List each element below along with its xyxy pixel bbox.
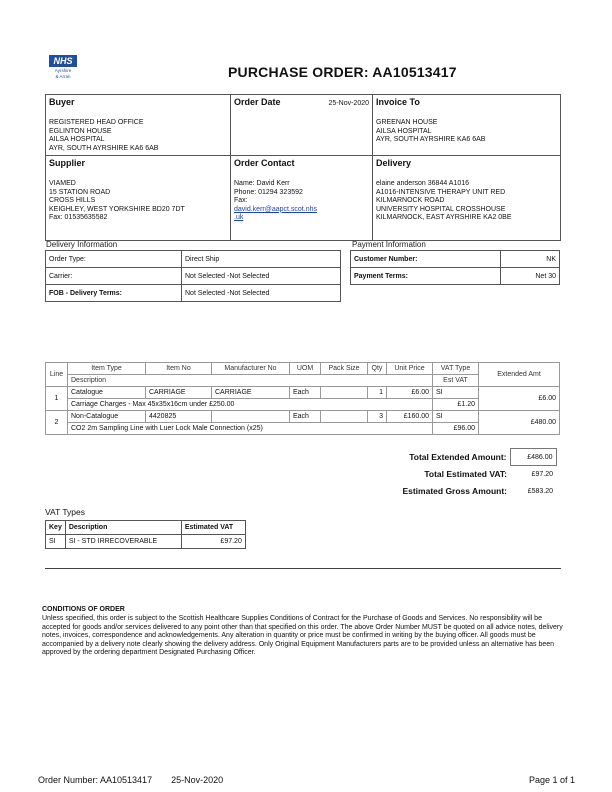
col-manufacturer-no: Manufacturer No [212, 363, 290, 375]
order-contact-heading: Order Contact [234, 158, 295, 168]
fob-label: FOB - Delivery Terms: [46, 285, 182, 302]
table-header-row [46, 363, 560, 375]
line-description: Carriage Charges - Max 45x35x16cm under £250.00 [68, 399, 433, 411]
col-line: Line [46, 363, 68, 387]
vat-type: SI [433, 411, 479, 423]
order-date-value: 25-Nov-2020 [328, 100, 369, 107]
line-description: CO2 2m Sampling Line with Luer Lock Male Connection (x25) [68, 423, 433, 435]
nhs-logo-mark: NHS [49, 55, 77, 67]
conditions-title: CONDITIONS OF ORDER [42, 606, 125, 613]
item-no: CARRIAGE [146, 387, 212, 399]
footer-order-number: Order Number: AA10513417 [38, 775, 153, 785]
delivery-heading: Delivery [376, 158, 412, 168]
footer-date: 25-Nov-2020 [171, 775, 224, 785]
fob-value: Not Selected -Not Selected [182, 285, 341, 302]
table-row [46, 251, 341, 268]
vat-col-key: Key [46, 521, 66, 535]
buyer-heading: Buyer [49, 97, 75, 107]
vat-description: SI - STD IRRECOVERABLE [65, 535, 181, 549]
order-type-value: Direct Ship [182, 251, 341, 268]
table-row [46, 285, 341, 302]
invoice-to-line: GREENAN HOUSE [376, 119, 438, 126]
col-qty: Qty [368, 363, 387, 375]
table-row [46, 268, 341, 285]
totals-table [330, 448, 557, 500]
gross-amount-label: Estimated Gross Amount: [402, 486, 507, 496]
item-type: Catalogue [68, 387, 146, 399]
supplier-line: KEIGHLEY, WEST YORKSHIRE BD20 7DT [49, 205, 185, 213]
buyer-line: EGLINTON HOUSE [49, 127, 112, 135]
delivery-line: KILMARNOCK ROAD [376, 197, 445, 205]
supplier-section [46, 156, 230, 225]
unit-price: £160.00 [387, 411, 433, 423]
line-number: 1 [46, 387, 68, 411]
invoice-to-line: AILSA HOSPITAL [376, 127, 432, 135]
table-row [46, 411, 560, 423]
contact-phone: Phone: 01294 323592 [234, 188, 303, 196]
footer-order-info [38, 775, 223, 785]
contact-email-link-cont[interactable]: .uk [234, 214, 244, 222]
customer-number-label: Customer Number: [351, 251, 501, 268]
supplier-line: 15 STATION ROAD [49, 188, 111, 196]
vat-types-title: VAT Types [45, 507, 86, 517]
col-extended-amt: Extended Amt [479, 363, 560, 387]
supplier-heading: Supplier [49, 158, 86, 168]
col-description: Description [68, 375, 433, 387]
total-extended-value: £486.00 [510, 449, 556, 466]
col-uom: UOM [290, 363, 321, 375]
col-item-type: Item Type [68, 363, 146, 375]
col-item-no: Item No [146, 363, 212, 375]
invoice-to-heading: Invoice To [376, 97, 420, 107]
order-lines-table [45, 362, 560, 435]
total-vat-label: Total Estimated VAT: [424, 469, 507, 479]
delivery-line: A1016-INTENSIVE THERAPY UNIT RED [376, 188, 506, 196]
pack-size [321, 411, 368, 423]
order-date-heading: Order Date [234, 97, 281, 107]
totals-row [330, 483, 556, 500]
order-header-grid [45, 94, 561, 241]
vat-key: SI [46, 535, 66, 549]
contact-fax: Fax: [234, 197, 248, 205]
buyer-line: REGISTERED HEAD OFFICE [49, 119, 144, 126]
conditions-text: Unless specified, this order is subject to the Scottish Healthcare Supplies Conditions of Contract for the Purchase of Goods and Services. No responsibility will be accepted for goods and/or services delivered to any point other than that specified on this order. The above Order Number MUST be quoted on all advice notes, delivery notes, invoices, correspondence and acknowledgements. Any alteration in quantity or price must be confirmed in writing by the buying officer. All goods must be accompanied by a delivery note clearly showing the delivery address. Only Original Equipment Manufacturers parts are to be provided unless an alternative has been approved by the ordering department Designated Purchasing Officer. [42, 615, 563, 657]
payment-info-title: Payment Information [352, 240, 426, 249]
delivery-info-table [45, 250, 341, 302]
nhs-logo-line2: & Arran [55, 74, 71, 79]
gross-amount-value: £583.20 [527, 487, 553, 495]
pack-size [321, 387, 368, 399]
col-pack-size: Pack Size [321, 363, 368, 375]
payment-terms-value: Net 30 [501, 268, 560, 285]
delivery-section [373, 156, 561, 225]
delivery-line: KILMARNOCK, EAST AYRSHIRE KA2 0BE [376, 214, 512, 222]
contact-email-link[interactable]: david.kerr@aapct.scot.nhs [234, 205, 317, 213]
order-contact-section [231, 156, 372, 225]
invoice-to-section [373, 95, 561, 147]
unit-price: £6.00 [387, 387, 433, 399]
vat-col-estimated: Estimated VAT [181, 521, 245, 535]
uom: Each [290, 411, 321, 423]
nhs-logo [45, 55, 81, 91]
manufacturer-no: CARRIAGE [212, 387, 290, 399]
table-row [46, 535, 246, 549]
manufacturer-no [212, 411, 290, 423]
payment-info-table [350, 250, 560, 285]
totals-row [330, 449, 556, 466]
contact-name: Name: David Kerr [234, 180, 290, 187]
extended-amt: £6.00 [479, 387, 560, 411]
divider [45, 568, 561, 569]
qty: 3 [368, 411, 387, 423]
buyer-section [46, 95, 230, 155]
supplier-line: CROSS HILLS [49, 197, 96, 205]
est-vat: £1.20 [433, 399, 479, 411]
nhs-logo-line1: Ayrshire [54, 68, 72, 73]
carrier-value: Not Selected -Not Selected [182, 268, 341, 285]
table-header-row [46, 521, 246, 535]
col-est-vat: Est VAT [433, 375, 479, 387]
buyer-line: AYR, SOUTH AYRSHIRE KA6 6AB [49, 144, 159, 152]
col-unit-price: Unit Price [387, 363, 433, 375]
col-vat-type: VAT Type [433, 363, 479, 375]
uom: Each [290, 387, 321, 399]
total-extended-label: Total Extended Amount: [409, 452, 507, 462]
page-title: PURCHASE ORDER: AA10513417 [228, 64, 457, 80]
totals-row [330, 466, 556, 483]
order-type-label: Order Type: [46, 251, 182, 268]
vat-type: SI [433, 387, 479, 399]
supplier-line: VIAMED [49, 180, 76, 187]
table-row [46, 387, 560, 399]
vat-types-table [45, 520, 246, 549]
footer-page-number: Page 1 of 1 [528, 775, 575, 785]
payment-terms-label: Payment Terms: [351, 268, 501, 285]
delivery-line: elaine anderson 36844 A1016 [376, 180, 470, 187]
table-row [351, 251, 560, 268]
delivery-line: UNIVERSITY HOSPITAL CROSSHOUSE [376, 205, 506, 213]
vat-col-description: Description [65, 521, 181, 535]
vat-estimated: £97.20 [181, 535, 245, 549]
total-vat-value: £97.20 [531, 470, 553, 478]
delivery-info-title: Delivery Information [46, 240, 118, 249]
carrier-label: Carrier: [46, 268, 182, 285]
line-number: 2 [46, 411, 68, 435]
table-row [351, 268, 560, 285]
extended-amt: £480.00 [479, 411, 560, 435]
qty: 1 [368, 387, 387, 399]
est-vat: £96.00 [433, 423, 479, 435]
order-date-section [231, 95, 372, 111]
item-type: Non-Catalogue [68, 411, 146, 423]
invoice-to-line: AYR, SOUTH AYRSHIRE KA6 6AB [376, 136, 486, 144]
customer-number-value: NK [501, 251, 560, 268]
buyer-line: AILSA HOSPITAL [49, 136, 105, 144]
supplier-line: Fax: 01535635582 [49, 214, 108, 222]
item-no: 4420825 [146, 411, 212, 423]
